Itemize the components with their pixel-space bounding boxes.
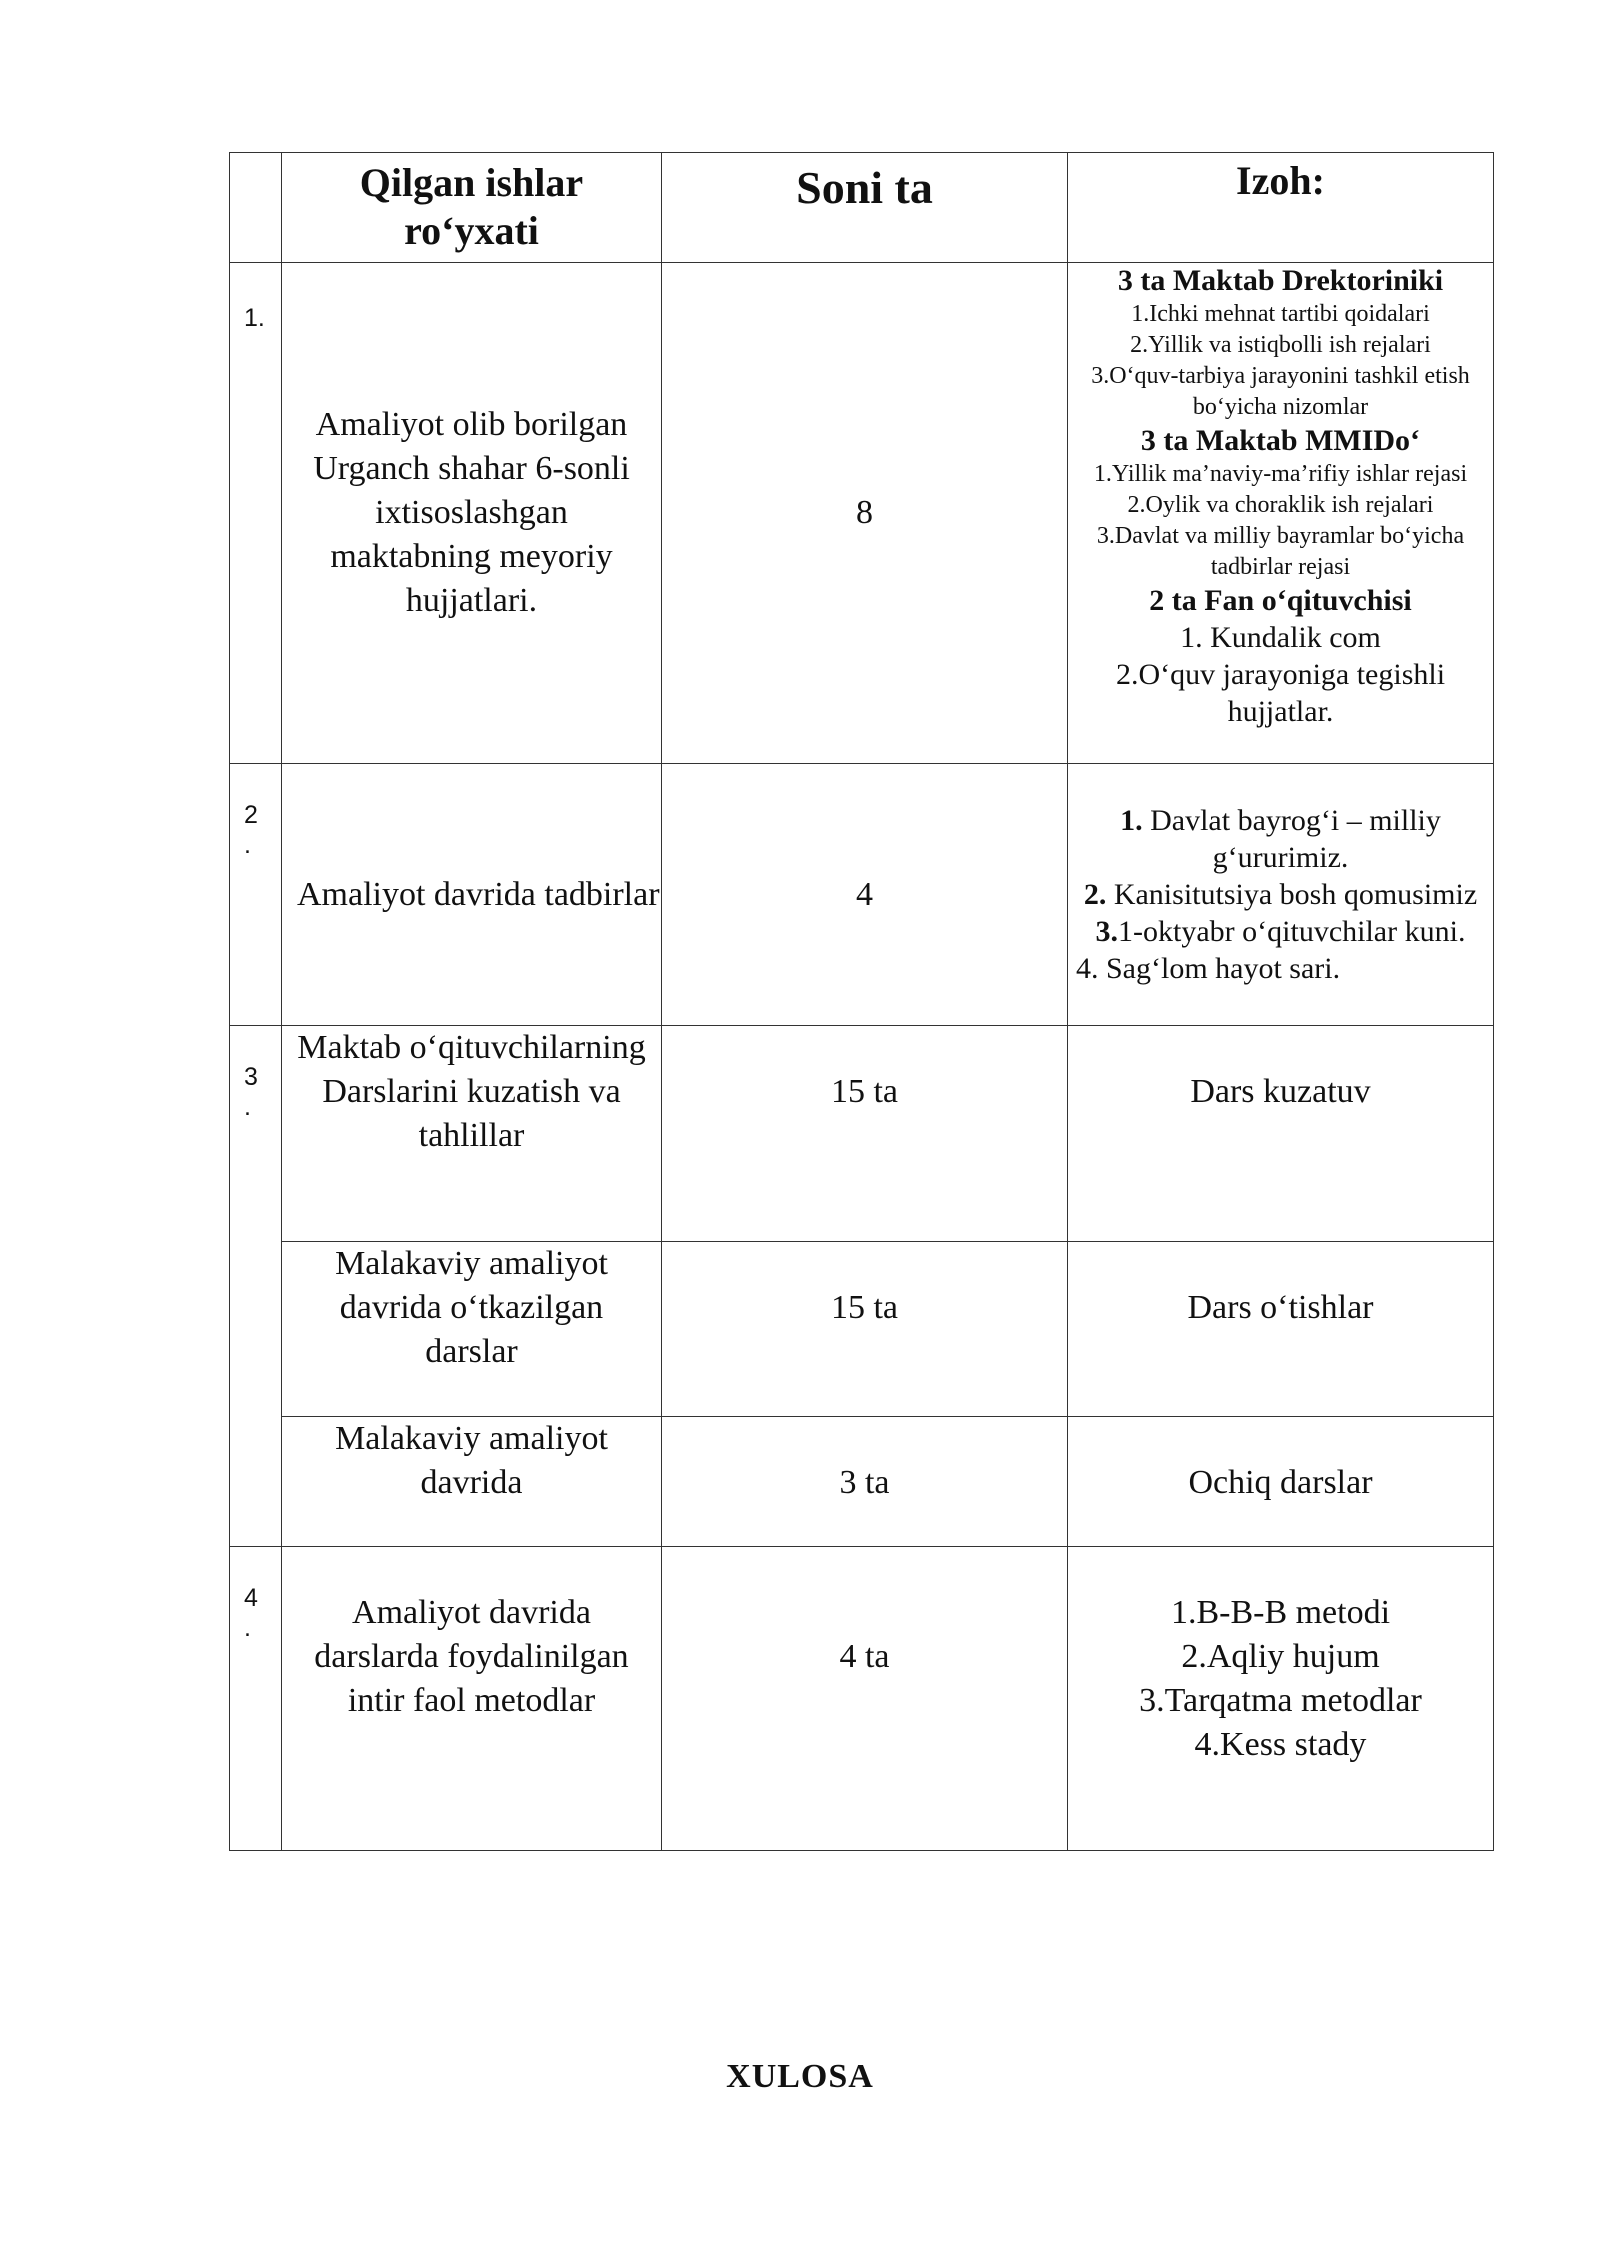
row-count: 3 ta (662, 1417, 1068, 1547)
row-work-text: Malakaviy amaliyot davrida (282, 1417, 662, 1547)
row-count: 15 ta (662, 1242, 1068, 1417)
row-note: Dars o‘tishlar (1068, 1242, 1494, 1417)
table-row (230, 263, 1494, 764)
row-number: 2 . (230, 764, 282, 1026)
row-count: 4 (662, 764, 1068, 1026)
row-note: 1.B-B-B metodi 2.Aqliy hujum 3.Tarqatma metodlar 4.Kess stady (1068, 1547, 1494, 1851)
header-work-list: Qilgan ishlar ro‘yxati (282, 153, 662, 263)
table-row (230, 1417, 1494, 1547)
table-row (230, 764, 1494, 1026)
row-count: 15 ta (662, 1026, 1068, 1242)
row-note: Dars kuzatuv (1068, 1026, 1494, 1242)
row-number: 1. (230, 263, 282, 764)
table-row (230, 1547, 1494, 1851)
results-table (229, 152, 1494, 1851)
row-count: 4 ta (662, 1547, 1068, 1851)
header-note: Izoh: (1068, 153, 1494, 263)
header-num-cell (230, 153, 282, 263)
table-row (230, 1026, 1494, 1242)
header-count: Soni ta (662, 153, 1068, 263)
row-number: 4 . (230, 1547, 282, 1851)
conclusion-heading: XULOSA (726, 2058, 874, 2095)
row-note: Ochiq darslar (1068, 1417, 1494, 1547)
row-note: 3 ta Maktab Drektoriniki 1.Ichki mehnat tartibi qoidalari 2.Yillik va istiqbolli ish rejalari 3.O‘quv-tarbiya jarayonini tashkil etish bo‘yicha nizomlar 3 ta Maktab MMIDo‘ 1.Yillik ma’naviy-ma’rifiy ishlar rejasi 2.Oylik va choraklik ish rejalari 3.Davlat va milliy bayramlar bo‘yicha tadbirlar rejasi 2 ta Fan o‘qituvchisi 1. Kundalik com 2.O‘quv jarayoniga tegishli hujjatlar. (1068, 263, 1494, 764)
row-work-text: Amaliyot davrida darslarda foydalinilgan intir faol metodlar (282, 1547, 662, 1851)
row-work-text: Amaliyot davrida tadbirlar (282, 764, 662, 1026)
table-row (230, 1242, 1494, 1417)
table-header-row (230, 153, 1494, 263)
row-work-text: Maktab o‘qituvchilarning Darslarini kuzatish va tahlillar (282, 1026, 662, 1242)
row-work-text: Amaliyot olib borilgan Urganch shahar 6-sonli ixtisoslashgan maktabning meyoriy hujjatlari. (282, 263, 662, 764)
row-count: 8 (662, 263, 1068, 764)
row-note: 1. Davlat bayrog‘i – milliy g‘ururimiz. 2. Kanisitutsiya bosh qomusimiz 3.1-oktyabr o‘qituvchilar kuni. 4. Sag‘lom hayot sari. (1068, 764, 1494, 1026)
row-work-text: Malakaviy amaliyot davrida o‘tkazilgan darslar (282, 1242, 662, 1417)
row-number: 3 . (230, 1026, 282, 1547)
